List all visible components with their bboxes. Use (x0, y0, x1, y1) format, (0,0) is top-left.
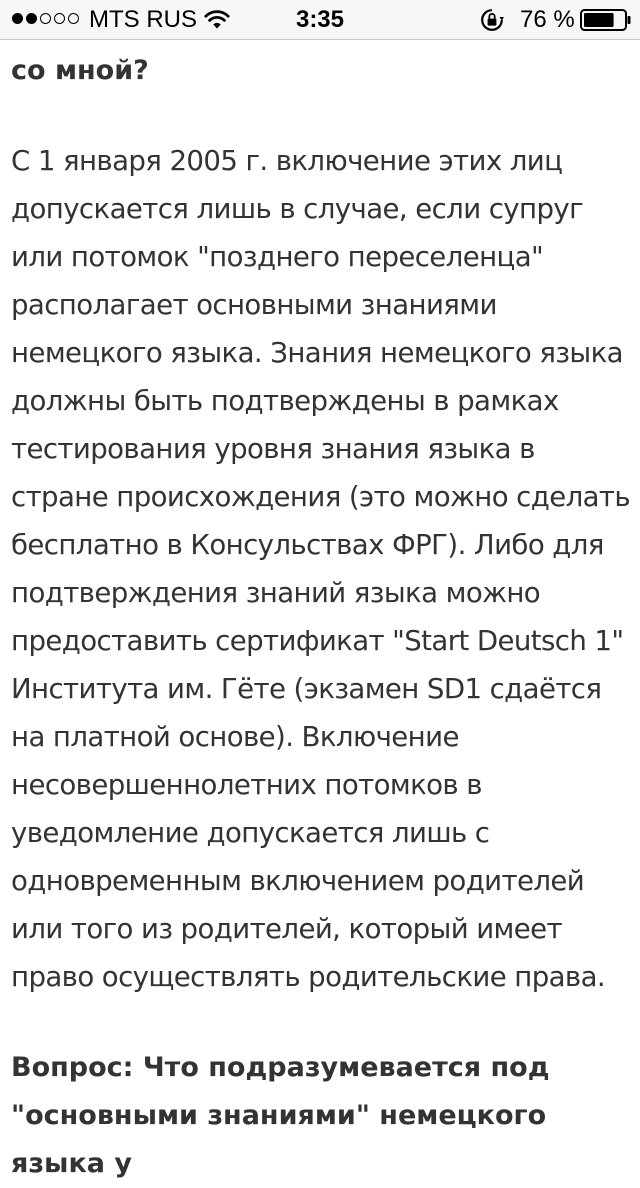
status-bar (0, 0, 640, 40)
carrier-name: MTS RUS (89, 6, 197, 33)
battery-percent: 76 % (520, 6, 575, 33)
status-time: 3:35 (295, 6, 345, 33)
article-paragraph: С 1 января 2005 г. включение этих лиц допускается лишь в случае, если супруг или потомок "позднего переселенца" располагает основными знаниями немецкого языка. Знания немецкого языка должны быть подтверждены в рамках тестирования уровня знания языка в стране происхождения (это можно сделать бесплатно в Консульствах ФРГ). Либо для подтверждения знаний языка можно предоставить сертификат "Start Deutsch 1" Института им. Гёте (экзамен SD1 сдаётся на платной основе). Включение несовершеннолетних потомков в уведомление допускается лишь с одновременным включением родителей или того из родителей, который имеет право осуществлять родительские права. (11, 144, 631, 993)
question-heading: Вопрос: Что подразумевается под "основными знаниями" немецкого языка у (11, 1052, 550, 1179)
rotation-lock-icon (480, 8, 504, 32)
article-content (11, 40, 633, 1188)
section-heading: со мной? (11, 55, 149, 86)
battery-icon (580, 9, 632, 31)
